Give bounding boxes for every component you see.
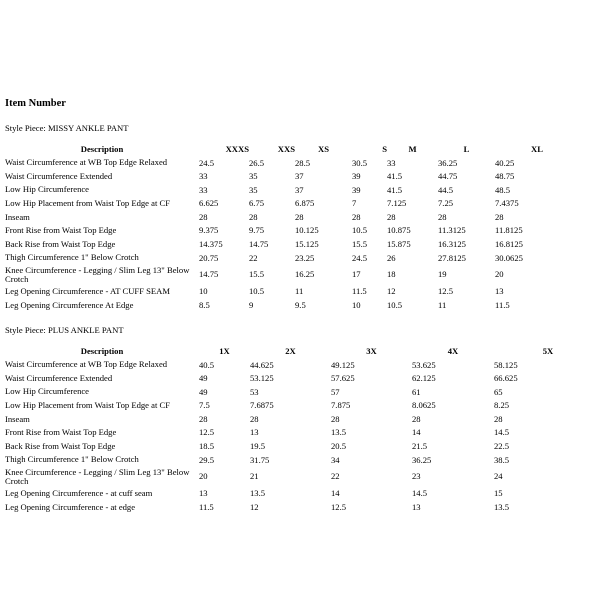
row-label: Knee Circumference - Legging / Slim Leg 13" Below Crotch — [5, 466, 190, 486]
column-header-size: XXS — [277, 144, 295, 155]
cell-value: 16.25 — [295, 269, 315, 280]
cell-value: 36.25 — [438, 157, 458, 168]
cell-value: 10.5 — [249, 286, 265, 297]
cell-value: 15.5 — [352, 239, 368, 250]
table-row — [5, 440, 584, 454]
row-label: Leg Opening Circumference - AT CUFF SEAM — [5, 286, 171, 297]
column-header-size: 4X — [447, 346, 459, 357]
cell-value: 16.3125 — [438, 239, 466, 250]
table-row — [5, 412, 584, 426]
cell-value: 36.25 — [412, 454, 432, 465]
cell-value: 33 — [199, 184, 208, 195]
row-label: Waist Circumference at WB Top Edge Relaxed — [5, 157, 168, 168]
plus-size-table — [5, 345, 584, 514]
cell-value: 9 — [249, 299, 254, 310]
cell-value: 10 — [199, 286, 208, 297]
row-label: Low Hip Placement from Waist Top Edge at CF — [5, 400, 170, 411]
cell-value: 24.5 — [199, 157, 215, 168]
cell-value: 57 — [331, 386, 340, 397]
column-header-description: Description — [80, 346, 124, 357]
row-label: Back Rise from Waist Top Edge — [5, 238, 116, 249]
cell-value: 20 — [199, 471, 208, 482]
cell-value: 10 — [352, 299, 361, 310]
row-label: Thigh Circumference 1" Below Crotch — [5, 252, 139, 263]
cell-value: 8.0625 — [412, 400, 436, 411]
cell-value: 7.5 — [199, 400, 210, 411]
cell-value: 19.5 — [250, 441, 266, 452]
row-label: Thigh Circumference 1" Below Crotch — [5, 454, 139, 465]
cell-value: 19 — [438, 269, 447, 280]
cell-value: 61 — [412, 386, 421, 397]
cell-value: 9.5 — [295, 299, 306, 310]
cell-value: 9.375 — [199, 225, 219, 236]
cell-value: 53 — [250, 386, 259, 397]
table-row — [5, 197, 543, 211]
cell-value: 33 — [387, 157, 396, 168]
cell-value: 23 — [412, 471, 421, 482]
cell-value: 40.25 — [495, 157, 515, 168]
plus-table-body — [5, 358, 584, 514]
cell-value: 17 — [352, 269, 361, 280]
table-row — [5, 385, 584, 399]
table-row — [5, 238, 543, 252]
cell-value: 11.5 — [495, 299, 510, 310]
cell-value: 16.8125 — [495, 239, 523, 250]
column-header-size: L — [463, 144, 470, 155]
column-header-size: 1X — [219, 346, 230, 357]
column-header-size: M — [408, 144, 417, 155]
cell-value: 34 — [331, 454, 340, 465]
cell-value: 18.5 — [199, 441, 215, 452]
cell-value: 14.375 — [199, 239, 223, 250]
table-row — [5, 170, 543, 184]
column-header-size: 2X — [285, 346, 296, 357]
missy-table-body — [5, 156, 543, 312]
cell-value: 49 — [199, 373, 208, 384]
cell-value: 28 — [331, 413, 340, 424]
cell-value: 12.5 — [199, 427, 215, 438]
cell-value: 28 — [352, 211, 361, 222]
cell-value: 11 — [438, 299, 447, 310]
cell-value: 28 — [199, 211, 208, 222]
row-label: Waist Circumference at WB Top Edge Relaxed — [5, 359, 168, 370]
cell-value: 28 — [249, 211, 258, 222]
cell-value: 39 — [352, 184, 361, 195]
plus-style-label: Style Piece: PLUS ANKLE PANT — [5, 325, 124, 335]
column-header-size: XXXS — [225, 144, 249, 155]
cell-value: 8.25 — [494, 400, 510, 411]
cell-value: 24.5 — [352, 252, 368, 263]
column-header-size: S — [382, 144, 387, 155]
table-header-row — [5, 143, 543, 156]
cell-value: 10.875 — [387, 225, 411, 236]
table-row — [5, 426, 584, 440]
cell-value: 66.625 — [494, 373, 518, 384]
cell-value: 44.75 — [438, 171, 458, 182]
row-label: Low Hip Circumference — [5, 386, 89, 397]
cell-value: 21.5 — [412, 441, 428, 452]
cell-value: 33 — [199, 171, 208, 182]
row-label: Leg Opening Circumference - at cuff seam — [5, 488, 153, 499]
cell-value: 14.5 — [494, 427, 510, 438]
table-row — [5, 453, 584, 467]
column-header-size: XL — [531, 144, 543, 155]
cell-value: 28.5 — [295, 157, 311, 168]
table-row — [5, 467, 584, 487]
cell-value: 26.5 — [249, 157, 265, 168]
cell-value: 30.5 — [352, 157, 368, 168]
cell-value: 37 — [295, 171, 304, 182]
table-header-row — [5, 345, 584, 358]
cell-value: 14.75 — [249, 239, 269, 250]
cell-value: 28 — [495, 211, 504, 222]
row-label: Back Rise from Waist Top Edge — [5, 440, 116, 451]
cell-value: 10.5 — [387, 299, 403, 310]
cell-value: 58.125 — [494, 359, 518, 370]
row-label: Knee Circumference - Legging / Slim Leg 13" Below Crotch — [5, 264, 190, 284]
cell-value: 11.5 — [199, 501, 214, 512]
cell-value: 48.5 — [495, 184, 511, 195]
cell-value: 28 — [412, 413, 421, 424]
column-header-description: Description — [80, 144, 124, 155]
row-label: Waist Circumference Extended — [5, 372, 113, 383]
cell-value: 18 — [387, 269, 396, 280]
cell-value: 15.125 — [295, 239, 319, 250]
cell-value: 53.125 — [250, 373, 274, 384]
cell-value: 24 — [494, 471, 503, 482]
cell-value: 29.5 — [199, 454, 215, 465]
table-row — [5, 358, 584, 372]
row-label: Front Rise from Waist Top Edge — [5, 225, 117, 236]
cell-value: 49 — [199, 386, 208, 397]
cell-value: 28 — [494, 413, 503, 424]
cell-value: 6.75 — [249, 198, 265, 209]
cell-value: 13 — [412, 501, 421, 512]
cell-value: 11.3125 — [438, 225, 466, 236]
cell-value: 28 — [250, 413, 259, 424]
cell-value: 7.25 — [438, 198, 454, 209]
table-row — [5, 265, 543, 285]
row-label: Inseam — [5, 211, 30, 222]
cell-value: 10.125 — [295, 225, 319, 236]
cell-value: 31.75 — [250, 454, 270, 465]
cell-value: 6.875 — [295, 198, 315, 209]
cell-value: 13.5 — [494, 501, 510, 512]
cell-value: 9.75 — [249, 225, 265, 236]
cell-value: 12 — [250, 501, 259, 512]
cell-value: 14 — [331, 488, 340, 499]
column-header-size: 3X — [366, 346, 377, 357]
cell-value: 44.5 — [438, 184, 454, 195]
cell-value: 22.5 — [494, 441, 510, 452]
cell-value: 22 — [331, 471, 340, 482]
missy-style-label: Style Piece: MISSY ANKLE PANT — [5, 123, 129, 133]
table-row — [5, 183, 543, 197]
cell-value: 8.5 — [199, 299, 210, 310]
cell-value: 23.25 — [295, 252, 315, 263]
cell-value: 57.625 — [331, 373, 355, 384]
row-label: Leg Opening Circumference At Edge — [5, 299, 134, 310]
cell-value: 7.125 — [387, 198, 407, 209]
row-label: Waist Circumference Extended — [5, 170, 113, 181]
cell-value: 53.625 — [412, 359, 436, 370]
cell-value: 12.5 — [331, 501, 347, 512]
cell-value: 14.5 — [412, 488, 428, 499]
cell-value: 6.625 — [199, 198, 219, 209]
cell-value: 28 — [387, 211, 396, 222]
cell-value: 37 — [295, 184, 304, 195]
row-label: Low Hip Placement from Waist Top Edge at CF — [5, 198, 170, 209]
page-title: Item Number — [5, 98, 66, 109]
cell-value: 14 — [412, 427, 421, 438]
cell-value: 11 — [295, 286, 304, 297]
cell-value: 7.875 — [331, 400, 351, 411]
cell-value: 20.75 — [199, 252, 219, 263]
cell-value: 26 — [387, 252, 396, 263]
cell-value: 28 — [295, 211, 304, 222]
cell-value: 35 — [249, 171, 258, 182]
cell-value: 49.125 — [331, 359, 355, 370]
column-header-size: 5X — [542, 346, 554, 357]
cell-value: 14.75 — [199, 269, 219, 280]
row-label: Low Hip Circumference — [5, 184, 89, 195]
table-row — [5, 285, 543, 299]
cell-value: 21 — [250, 471, 259, 482]
cell-value: 7 — [352, 198, 357, 209]
cell-value: 13.5 — [250, 488, 266, 499]
cell-value: 15 — [494, 488, 503, 499]
cell-value: 10.5 — [352, 225, 368, 236]
cell-value: 7.4375 — [495, 198, 519, 209]
table-row — [5, 399, 584, 413]
cell-value: 44.625 — [250, 359, 274, 370]
cell-value: 35 — [249, 184, 258, 195]
table-row — [5, 210, 543, 224]
cell-value: 30.0625 — [495, 252, 523, 263]
column-header-size: XS — [318, 144, 329, 155]
cell-value: 41.5 — [387, 184, 403, 195]
cell-value: 11.8125 — [495, 225, 523, 236]
cell-value: 13 — [199, 488, 208, 499]
table-row — [5, 487, 584, 501]
cell-value: 22 — [249, 252, 258, 263]
cell-value: 11.5 — [352, 286, 367, 297]
cell-value: 41.5 — [387, 171, 403, 182]
missy-size-table — [5, 143, 543, 312]
cell-value: 62.125 — [412, 373, 436, 384]
cell-value: 13 — [495, 286, 504, 297]
row-label: Leg Opening Circumference - at edge — [5, 501, 136, 512]
cell-value: 15.875 — [387, 239, 411, 250]
cell-value: 28 — [438, 211, 447, 222]
cell-value: 48.75 — [495, 171, 515, 182]
cell-value: 20 — [495, 269, 504, 280]
table-row — [5, 298, 543, 312]
cell-value: 20.5 — [331, 441, 347, 452]
cell-value: 13.5 — [331, 427, 347, 438]
cell-value: 39 — [352, 171, 361, 182]
cell-value: 13 — [250, 427, 259, 438]
cell-value: 38.5 — [494, 454, 510, 465]
row-label: Inseam — [5, 413, 30, 424]
cell-value: 15.5 — [249, 269, 265, 280]
table-row — [5, 500, 584, 514]
cell-value: 40.5 — [199, 359, 215, 370]
table-row — [5, 224, 543, 238]
cell-value: 12 — [387, 286, 396, 297]
row-label: Front Rise from Waist Top Edge — [5, 427, 117, 438]
cell-value: 28 — [199, 413, 208, 424]
cell-value: 12.5 — [438, 286, 454, 297]
table-row — [5, 156, 543, 170]
cell-value: 7.6875 — [250, 400, 274, 411]
cell-value: 65 — [494, 386, 503, 397]
cell-value: 27.8125 — [438, 252, 466, 263]
table-row — [5, 372, 584, 386]
table-row — [5, 251, 543, 265]
